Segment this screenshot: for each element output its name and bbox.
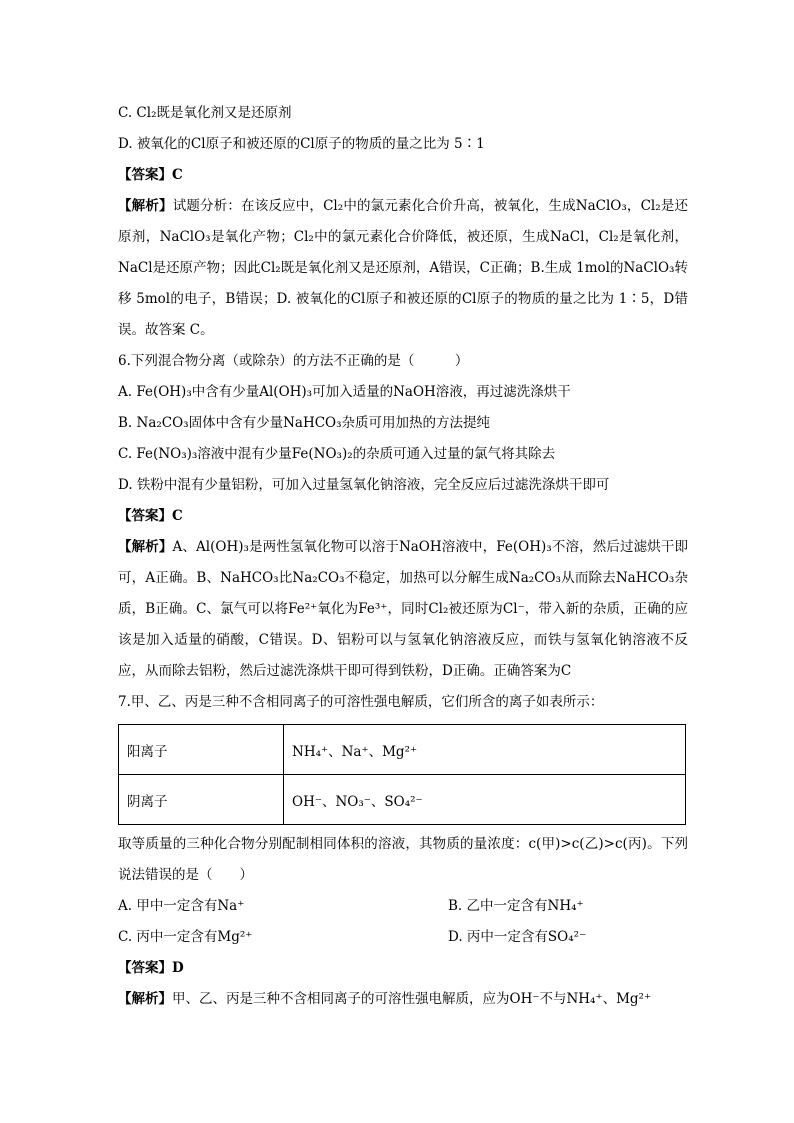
q6-answer: 【答案】C: [118, 508, 183, 524]
q6-analysis: [118, 532, 688, 687]
q5-analysis: [118, 191, 688, 346]
q5-analysis-text: 试题分析：在该反应中，Cl₂中的氯元素化合价升高，被氧化，生成NaClO₃，Cl₂是还原剂，NaClO₃是氧化产物；Cl₂中的氯元素化合价降低，被还原，生成NaCl，Cl₂是氧化剂，NaCl是还原产物；因此Cl₂既是氧化剂又是还原剂，A错误，C正确；B.生成 1mol的NaClO₃转移 5mol的电子，B错误；D. 被氧化的Cl原子和被还原的Cl原子的物质的量之比为 1∶5，D错误。故答案 C。: [118, 198, 689, 338]
table-row: [119, 725, 686, 775]
cation-label: 阳离子: [119, 725, 284, 775]
q7-option-d: D. 丙中一定含有SO₄²⁻: [448, 929, 587, 945]
document-page: [118, 98, 688, 1015]
q7-analysis-text: 甲、乙、丙是三种不含相同离子的可溶性强电解质，应为OH⁻不与NH₄⁺、Mg²⁺: [172, 991, 652, 1007]
table-row: [119, 775, 686, 825]
q5-option-d: D. 被氧化的Cl原子和被还原的Cl原子的物质的量之比为 5∶1: [118, 136, 485, 152]
ion-table: [118, 724, 686, 825]
q6-stem: 6.下列混合物分离（或除杂）的方法不正确的是（ ）: [118, 353, 469, 369]
q7-option-b: B. 乙中一定含有NH₄⁺: [448, 898, 584, 914]
cation-ions: NH₄⁺、Na⁺、Mg²⁺: [284, 725, 686, 775]
q7-option-c: C. 丙中一定含有Mg²⁺: [118, 929, 253, 945]
q5-option-c: C. Cl₂既是氧化剂又是还原剂: [118, 105, 292, 121]
q6-option-d: D. 铁粉中混有少量铝粉，可加入过量氢氧化钠溶液，完全反应后过滤洗涤烘干即可: [118, 477, 610, 493]
q7-option-a: A. 甲中一定含有Na⁺: [118, 898, 245, 914]
q7-answer: 【答案】D: [118, 960, 184, 976]
q5-answer: 【答案】C: [118, 167, 183, 183]
q7-options-row-2: [118, 922, 688, 953]
q7-analysis: [118, 984, 688, 1015]
q7-analysis-tag: 【解析】: [118, 991, 172, 1007]
q7-body: 取等质量的三种化合物分别配制相同体积的溶液，其物质的量浓度：c(甲)>c(乙)>c(丙)。下列说法错误的是（ ）: [118, 836, 688, 883]
q6-option-b: B. Na₂CO₃固体中含有少量NaHCO₃杂质可用加热的方法提纯: [118, 415, 491, 431]
anion-ions: OH⁻、NO₃⁻、SO₄²⁻: [284, 775, 686, 825]
q6-analysis-tag: 【解析】: [118, 539, 173, 555]
q6-option-c: C. Fe(NO₃)₃溶液中混有少量Fe(NO₃)₂的杂质可通入过量的氯气将其除去: [118, 446, 556, 462]
anion-label: 阴离子: [119, 775, 284, 825]
q5-analysis-tag: 【解析】: [118, 198, 173, 214]
q6-analysis-text: A、Al(OH)₃是两性氢氧化物可以溶于NaOH溶液中，Fe(OH)₃不溶，然后过滤烘干即可，A正确。B、NaHCO₃比Na₂CO₃不稳定，加热可以分解生成Na₂CO₃从而除去NaHCO₃杂质，B正确。C、氯气可以将Fe²⁺氧化为Fe³⁺，同时Cl₂被还原为Cl⁻，带入新的杂质，正确的应该是加入适量的硝酸，C错误。D、铝粉可以与氢氧化钠溶液反应，而铁与氢氧化钠溶液不反应，从而除去铝粉，然后过滤洗涤烘干即可得到铁粉，D正确。正确答案为C: [118, 539, 689, 679]
q7-stem: 7.甲、乙、丙是三种不含相同离子的可溶性强电解质，它们所含的离子如表所示：: [118, 694, 604, 710]
q6-option-a: A. Fe(OH)₃中含有少量Al(OH)₃可加入适量的NaOH溶液，再过滤洗涤烘干: [118, 384, 571, 400]
q7-options-row-1: [118, 891, 688, 922]
